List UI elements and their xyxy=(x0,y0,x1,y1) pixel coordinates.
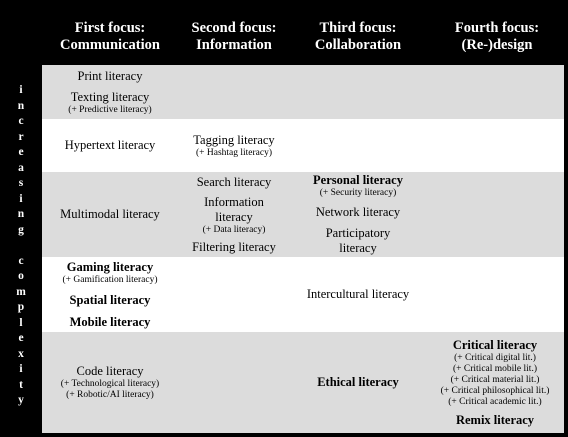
spatial-literacy: Spatial literacy xyxy=(69,292,151,307)
side-label-letter: p xyxy=(17,301,25,313)
data-literacy: (+ Data literacy) xyxy=(202,224,266,235)
participatory-literacy-line2: literacy xyxy=(339,241,377,255)
cell-r3-second xyxy=(178,172,290,257)
row-1 xyxy=(42,65,564,119)
network-literacy: Network literacy xyxy=(315,205,401,219)
side-label-letter: r xyxy=(18,130,24,143)
texting-literacy: Texting literacy xyxy=(70,89,150,104)
print-literacy: Print literacy xyxy=(77,68,143,83)
side-label-letter: n xyxy=(17,99,25,112)
cell-r5-fourth xyxy=(426,332,564,433)
information-literacy-line1: Information xyxy=(204,194,264,209)
cell-r3-first xyxy=(42,172,178,257)
gamification-literacy: (+ Gamification literacy) xyxy=(62,274,158,285)
header-fourth-focus xyxy=(426,20,568,54)
header-first-focus-line2: Communication xyxy=(60,37,160,53)
predictive-literacy: (+ Predictive literacy) xyxy=(68,104,152,115)
critical-digital-lit: (+ Critical digital lit.) xyxy=(454,352,536,363)
header-second-focus-line2: Information xyxy=(196,37,272,53)
cell-r2-first xyxy=(42,119,178,172)
header-fourth-focus-line1: Fourth focus: xyxy=(454,20,540,36)
cell-r2-second xyxy=(178,119,290,172)
side-label-letter: c xyxy=(18,115,24,127)
literacy-grid xyxy=(42,65,564,433)
header-first-focus xyxy=(42,20,178,54)
side-label-gap xyxy=(20,238,23,254)
information-literacy-line2: literacy xyxy=(215,209,253,224)
remix-literacy: Remix literacy xyxy=(455,412,535,427)
side-label-letter: s xyxy=(18,177,24,189)
row-4 xyxy=(42,257,564,332)
increasing-complexity-label xyxy=(0,65,42,433)
header-row xyxy=(42,0,568,65)
side-label-letter: e xyxy=(18,332,24,344)
side-label-letter: i xyxy=(19,192,23,205)
robotic-ai-literacy: (+ Robotic/AI literacy) xyxy=(66,390,154,400)
critical-academic-lit: (+ Critical academic lit.) xyxy=(448,396,542,407)
cell-r5-third xyxy=(290,332,426,433)
side-label-letter: a xyxy=(18,161,24,174)
cell-r4-first xyxy=(42,257,178,332)
cell-r5-first xyxy=(42,332,178,433)
code-literacy: Code literacy xyxy=(76,364,144,378)
side-label-letter: l xyxy=(19,316,23,329)
tagging-literacy: Tagging literacy xyxy=(193,132,275,147)
row-5 xyxy=(42,332,564,433)
cell-r3-third xyxy=(290,172,426,257)
row-2 xyxy=(42,119,564,172)
side-label-letters xyxy=(16,83,26,409)
critical-philosophical-lit: (+ Critical philosophical lit.) xyxy=(440,385,550,396)
side-label-letter: i xyxy=(19,84,23,96)
intercultural-literacy: Intercultural literacy xyxy=(306,287,410,301)
header-second-focus-line1: Second focus: xyxy=(191,20,277,36)
header-third-focus xyxy=(290,20,426,54)
side-label-letter: c xyxy=(18,254,24,267)
cell-r4-third xyxy=(290,257,426,332)
mobile-literacy: Mobile literacy xyxy=(69,314,151,329)
side-label-letter: o xyxy=(18,270,24,282)
side-label-letter: y xyxy=(18,394,24,406)
technological-literacy: (+ Technological literacy) xyxy=(60,379,160,389)
ethical-literacy: Ethical literacy xyxy=(317,375,399,389)
participatory-literacy-line1: Participatory xyxy=(325,226,391,240)
header-second-focus xyxy=(178,20,290,54)
side-label-letter: x xyxy=(18,347,24,360)
search-literacy: Search literacy xyxy=(196,174,272,189)
hashtag-literacy: (+ Hashtag literacy) xyxy=(195,147,273,158)
side-label-letter: m xyxy=(16,285,26,298)
critical-literacy: Critical literacy xyxy=(452,337,538,352)
header-fourth-focus-line2: (Re-)design xyxy=(461,37,533,53)
side-label-letter: e xyxy=(18,146,24,158)
gaming-literacy: Gaming literacy xyxy=(66,259,154,274)
header-third-focus-line2: Collaboration xyxy=(314,37,402,53)
security-literacy: (+ Security literacy) xyxy=(319,188,397,198)
hypertext-literacy: Hypertext literacy xyxy=(64,138,156,152)
personal-literacy: Personal literacy xyxy=(313,173,403,187)
header-third-focus-line1: Third focus: xyxy=(319,20,397,36)
critical-mobile-lit: (+ Critical mobile lit.) xyxy=(453,363,537,374)
row-3 xyxy=(42,172,564,257)
multimodal-literacy: Multimodal literacy xyxy=(60,207,160,221)
cell-r1-first xyxy=(42,65,178,119)
side-label-letter: i xyxy=(19,363,23,375)
filtering-literacy: Filtering literacy xyxy=(192,239,276,254)
header-first-focus-line1: First focus: xyxy=(74,20,146,36)
side-label-letter: n xyxy=(17,208,25,220)
side-label-letter: g xyxy=(18,223,24,236)
side-label-letter: t xyxy=(19,378,23,391)
critical-material-lit: (+ Critical material lit.) xyxy=(450,374,540,385)
